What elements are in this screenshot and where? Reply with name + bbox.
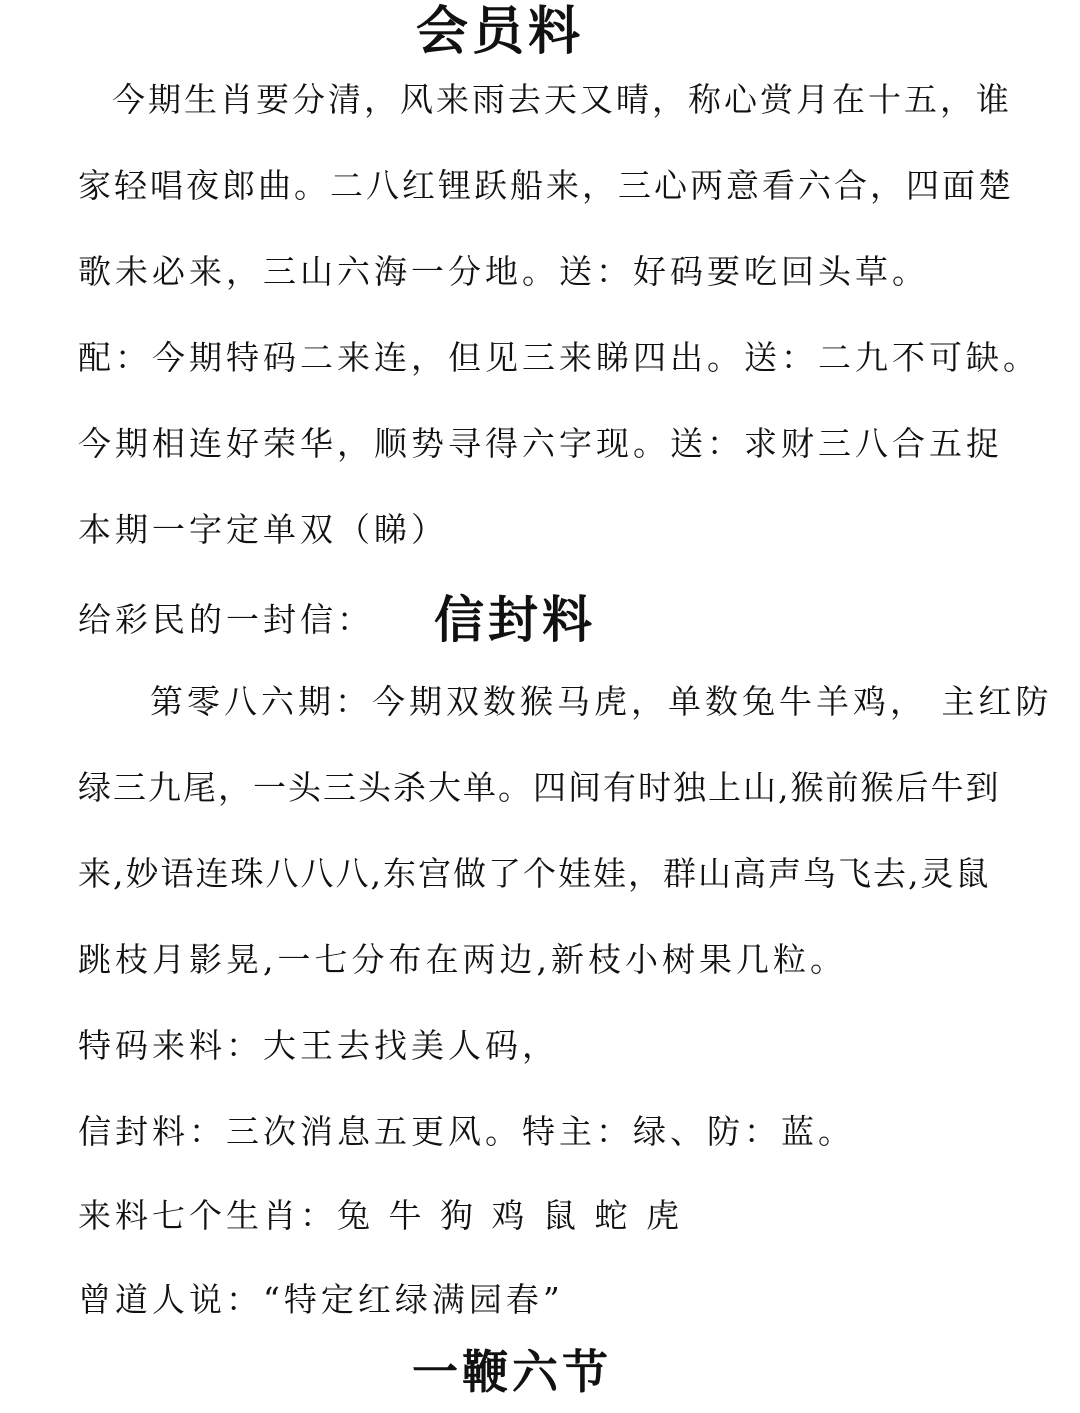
footer-title: 一鞭六节: [412, 1345, 612, 1399]
letter-text-line-3: 来,妙语连珠八八八,东宫做了个娃娃，群山高声鸟飞去,灵鼠: [78, 854, 991, 893]
member-text-line-1: 今期生肖要分清，风来雨去天又晴，称心赏月在十五，谁: [112, 80, 1012, 119]
letter-text-line-5: 特码来料：大王去找美人码，: [78, 1026, 559, 1065]
member-text-line-5: 今期相连好荣华，顺势寻得六字现。送：求财三八合五捉: [78, 424, 1003, 463]
letter-text-line-8: 曾道人说：“特定红绿满园春”: [78, 1280, 564, 1319]
letter-text-line-4: 跳枝月影晃,一七分布在两边,新枝小树果几粒。: [78, 940, 847, 979]
letter-text-line-1: 第零八六期：今期双数猴马虎，单数兔牛羊鸡， 主红防: [150, 682, 1053, 721]
letter-intro-label: 给彩民的一封信：: [78, 600, 374, 639]
letter-text-line-6: 信封料：三次消息五更风。特主：绿、防：蓝。: [78, 1112, 855, 1151]
letter-text-line-7: 来料七个生肖：兔 牛 狗 鸡 鼠 蛇 虎: [78, 1196, 683, 1235]
member-text-line-2: 家轻唱夜郎曲。二八红锂跃船来，三心两意看六合，四面楚: [78, 166, 1014, 205]
member-text-line-6: 本期一字定单双（睇）: [78, 510, 448, 549]
member-text-line-4: 配：今期特码二来连，但见三来睇四出。送：二九不可缺。: [78, 338, 1040, 377]
letter-section-title: 信封料: [434, 590, 596, 649]
letter-text-line-2: 绿三九尾，一头三头杀大单。四间有时独上山,猴前猴后牛到: [78, 768, 1001, 807]
letter-intro-line: [78, 590, 1050, 650]
member-section-title: 会员料: [416, 1, 585, 62]
member-text-line-3: 歌未必来，三山六海一分地。送：好码要吃回头草。: [78, 252, 929, 291]
